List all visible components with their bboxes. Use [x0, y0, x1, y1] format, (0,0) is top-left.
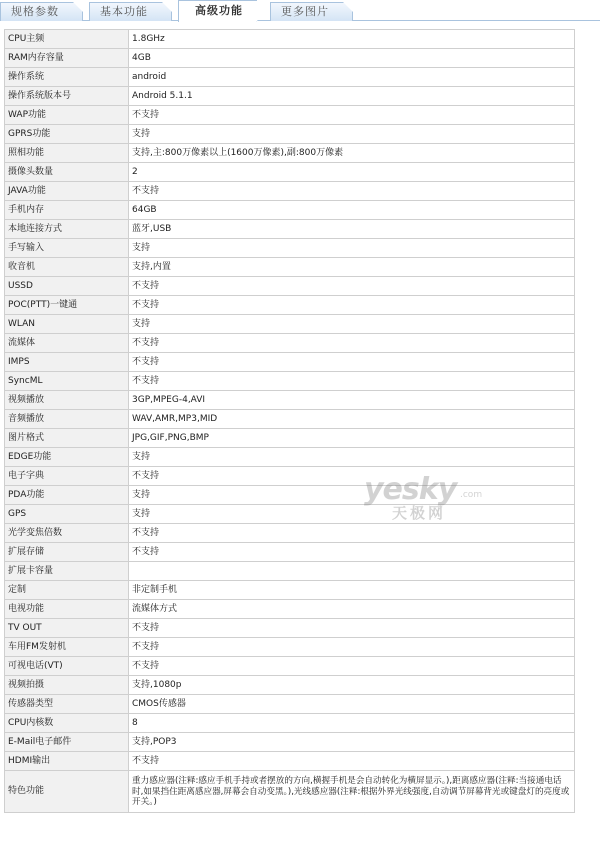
spec-value: 8 — [129, 714, 575, 733]
tab-spec-params[interactable] — [0, 2, 83, 21]
tab-label: 高级功能 — [195, 4, 243, 17]
spec-key: WLAN — [5, 315, 129, 334]
spec-value: 不支持 — [129, 543, 575, 562]
spec-value: android — [129, 68, 575, 87]
spec-row — [5, 714, 575, 733]
spec-row — [5, 638, 575, 657]
spec-key: CPU内核数 — [5, 714, 129, 733]
spec-row — [5, 239, 575, 258]
spec-row — [5, 695, 575, 714]
spec-value: 支持 — [129, 125, 575, 144]
spec-key: CPU主频 — [5, 30, 129, 49]
spec-row — [5, 600, 575, 619]
spec-row — [5, 486, 575, 505]
spec-value: JPG,GIF,PNG,BMP — [129, 429, 575, 448]
spec-value: CMOS传感器 — [129, 695, 575, 714]
spec-row — [5, 752, 575, 771]
spec-row — [5, 163, 575, 182]
spec-row — [5, 448, 575, 467]
spec-value: 支持,主:800万像素以上(1600万像素),副:800万像素 — [129, 144, 575, 163]
spec-value: 不支持 — [129, 619, 575, 638]
spec-row — [5, 524, 575, 543]
spec-row — [5, 68, 575, 87]
spec-value: 支持 — [129, 448, 575, 467]
spec-key: JAVA功能 — [5, 182, 129, 201]
spec-row — [5, 505, 575, 524]
spec-row — [5, 277, 575, 296]
spec-row — [5, 771, 575, 813]
spec-key: 视频拍摄 — [5, 676, 129, 695]
spec-value: WAV,AMR,MP3,MID — [129, 410, 575, 429]
spec-value: 不支持 — [129, 657, 575, 676]
spec-key: 图片格式 — [5, 429, 129, 448]
spec-value: 不支持 — [129, 353, 575, 372]
spec-value: 不支持 — [129, 106, 575, 125]
spec-value: 支持 — [129, 315, 575, 334]
tab-more-images[interactable] — [270, 2, 353, 21]
spec-value: 支持 — [129, 239, 575, 258]
spec-row — [5, 353, 575, 372]
spec-key: 流媒体 — [5, 334, 129, 353]
spec-row — [5, 372, 575, 391]
spec-key: IMPS — [5, 353, 129, 372]
spec-key: 操作系统 — [5, 68, 129, 87]
tab-advanced-functions[interactable] — [178, 0, 257, 22]
tab-corner — [343, 2, 353, 12]
spec-row — [5, 144, 575, 163]
spec-key: RAM内存容量 — [5, 49, 129, 68]
spec-key: SyncML — [5, 372, 129, 391]
spec-value: 不支持 — [129, 372, 575, 391]
tab-basic-functions[interactable] — [89, 2, 172, 21]
spec-row — [5, 125, 575, 144]
spec-key: 车用FM发射机 — [5, 638, 129, 657]
spec-key: 扩展存储 — [5, 543, 129, 562]
spec-row — [5, 296, 575, 315]
spec-key: 照相功能 — [5, 144, 129, 163]
spec-key: 传感器类型 — [5, 695, 129, 714]
watermark-word: yesky — [364, 472, 457, 507]
spec-value: Android 5.1.1 — [129, 87, 575, 106]
tab-bar — [0, 0, 600, 21]
spec-key: E-Mail电子邮件 — [5, 733, 129, 752]
spec-value: 重力感应器(注释:感应手机手持或者摆放的方向,横握手机是会自动转化为横屏显示。),距离感应器(注释:当接通电话时,如果挡住距离感应器,屏幕会自动变黑。),光线感应器(注释:根据外界光线强度,自动调节屏幕背光或键盘灯的亮度或开关。) — [129, 771, 575, 813]
spec-row — [5, 619, 575, 638]
spec-key: 本地连接方式 — [5, 220, 129, 239]
spec-key: 摄像头数量 — [5, 163, 129, 182]
spec-row — [5, 106, 575, 125]
spec-value: 不支持 — [129, 524, 575, 543]
spec-value: 4GB — [129, 49, 575, 68]
spec-value: 不支持 — [129, 334, 575, 353]
spec-key: GPRS功能 — [5, 125, 129, 144]
spec-row — [5, 562, 575, 581]
spec-key: 光学变焦倍数 — [5, 524, 129, 543]
spec-value: 3GP,MPEG-4,AVI — [129, 391, 575, 410]
spec-value: 不支持 — [129, 467, 575, 486]
spec-key: 电子字典 — [5, 467, 129, 486]
spec-value: 不支持 — [129, 182, 575, 201]
spec-row — [5, 410, 575, 429]
tab-label: 更多图片 — [281, 5, 329, 18]
spec-key: 扩展卡容量 — [5, 562, 129, 581]
spec-key: 操作系统版本号 — [5, 87, 129, 106]
spec-value: 支持 — [129, 505, 575, 524]
spec-key: 视频播放 — [5, 391, 129, 410]
spec-value: 不支持 — [129, 638, 575, 657]
spec-row — [5, 334, 575, 353]
spec-row — [5, 429, 575, 448]
tab-label: 规格参数 — [11, 5, 59, 18]
spec-row — [5, 733, 575, 752]
spec-row — [5, 49, 575, 68]
spec-key: 手机内存 — [5, 201, 129, 220]
spec-key: 手写输入 — [5, 239, 129, 258]
spec-value: 支持,POP3 — [129, 733, 575, 752]
spec-key: WAP功能 — [5, 106, 129, 125]
spec-row — [5, 87, 575, 106]
spec-key: 电视功能 — [5, 600, 129, 619]
spec-value: 不支持 — [129, 752, 575, 771]
spec-key: 音频播放 — [5, 410, 129, 429]
spec-value: 支持,内置 — [129, 258, 575, 277]
spec-row — [5, 581, 575, 600]
spec-key: 可视电话(VT) — [5, 657, 129, 676]
spec-value: 不支持 — [129, 296, 575, 315]
spec-value: 2 — [129, 163, 575, 182]
spec-row — [5, 657, 575, 676]
spec-value: 1.8GHz — [129, 30, 575, 49]
spec-row — [5, 467, 575, 486]
spec-key: 收音机 — [5, 258, 129, 277]
spec-row — [5, 220, 575, 239]
spec-key: PDA功能 — [5, 486, 129, 505]
spec-value: 64GB — [129, 201, 575, 220]
spec-row — [5, 182, 575, 201]
spec-value: 非定制手机 — [129, 581, 575, 600]
spec-key: 特色功能 — [5, 771, 129, 813]
spec-key: EDGE功能 — [5, 448, 129, 467]
spec-key: TV OUT — [5, 619, 129, 638]
watermark-chinese: 天极网 — [392, 504, 447, 522]
spec-row — [5, 315, 575, 334]
spec-row — [5, 391, 575, 410]
tab-corner — [73, 2, 83, 12]
spec-row — [5, 543, 575, 562]
watermark-domain: .com — [460, 490, 483, 500]
spec-row — [5, 30, 575, 49]
spec-row — [5, 201, 575, 220]
spec-value: 蓝牙,USB — [129, 220, 575, 239]
spec-key: 定制 — [5, 581, 129, 600]
spec-value: 流媒体方式 — [129, 600, 575, 619]
spec-value: 支持,1080p — [129, 676, 575, 695]
spec-row — [5, 258, 575, 277]
spec-key: GPS — [5, 505, 129, 524]
spec-key: HDMI输出 — [5, 752, 129, 771]
tab-corner — [162, 2, 172, 12]
spec-value — [129, 562, 575, 581]
spec-key: USSD — [5, 277, 129, 296]
spec-value: 不支持 — [129, 277, 575, 296]
spec-key: POC(PTT)一键通 — [5, 296, 129, 315]
spec-value: 支持 — [129, 486, 575, 505]
tab-label: 基本功能 — [100, 5, 148, 18]
spec-table — [4, 29, 575, 813]
spec-row — [5, 676, 575, 695]
